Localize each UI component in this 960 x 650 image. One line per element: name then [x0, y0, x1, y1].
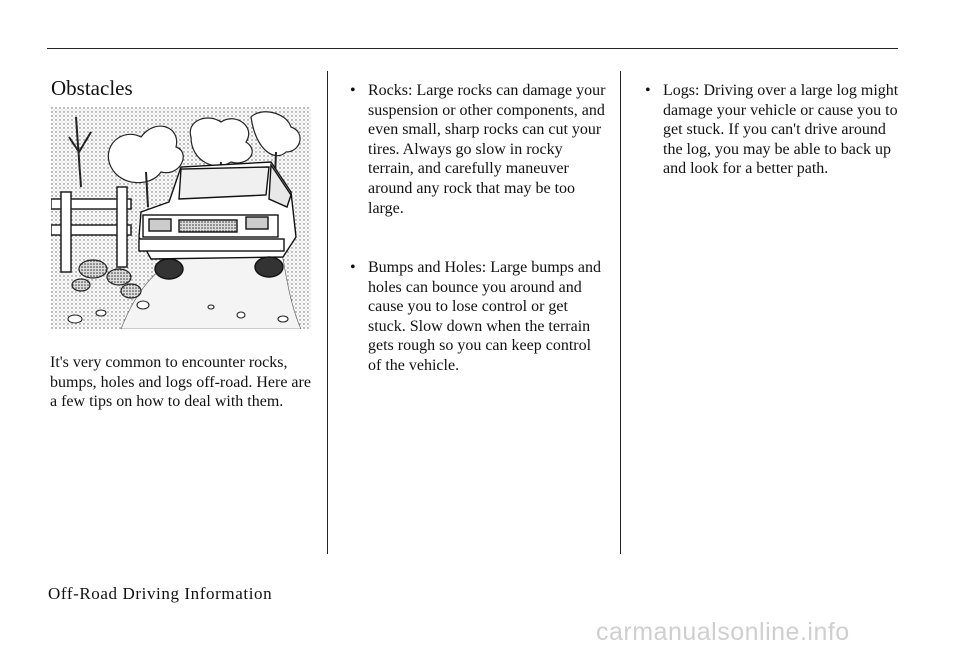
intro-paragraph: It's very common to encounter rocks, bumps, holes and logs off-road. Here are a few tips on how to deal with them. — [50, 354, 311, 410]
section-heading: Obstacles — [51, 76, 133, 100]
bullet-marker: • — [645, 82, 651, 99]
bullet-marker: • — [350, 259, 356, 276]
bullet-rocks — [350, 81, 608, 218]
column-divider-right — [620, 71, 621, 554]
bullet-logs — [645, 81, 899, 179]
chapter-footer: Off-Road Driving Information — [48, 584, 273, 603]
bullet-rocks-text: Rocks: Large rocks can damage your suspension or other components, and even small, sharp rocks can cut your tires. Always go slow in rocky terrain, and carefully maneuver around any rock that may be too large. — [368, 82, 606, 217]
vehicle-on-rocky-trail-illustration — [51, 107, 311, 329]
bullet-logs-text: Logs: Driving over a large log might damage your vehicle or cause you to get stuck. If you can't drive around the log, you may be able to back up and look for a better path. — [663, 82, 899, 178]
top-rule — [47, 48, 898, 49]
bullet-marker: • — [350, 82, 356, 99]
bullet-bumps-and-holes — [350, 258, 608, 376]
column-divider-left — [327, 71, 328, 554]
bullet-bumps-and-holes-text: Bumps and Holes: Large bumps and holes can bounce you around and cause you to lose control or get stuck. Slow down when the terrain gets rough so you can keep control of the vehicle. — [368, 259, 602, 374]
site-watermark: carmanualsonline.info — [596, 618, 850, 646]
